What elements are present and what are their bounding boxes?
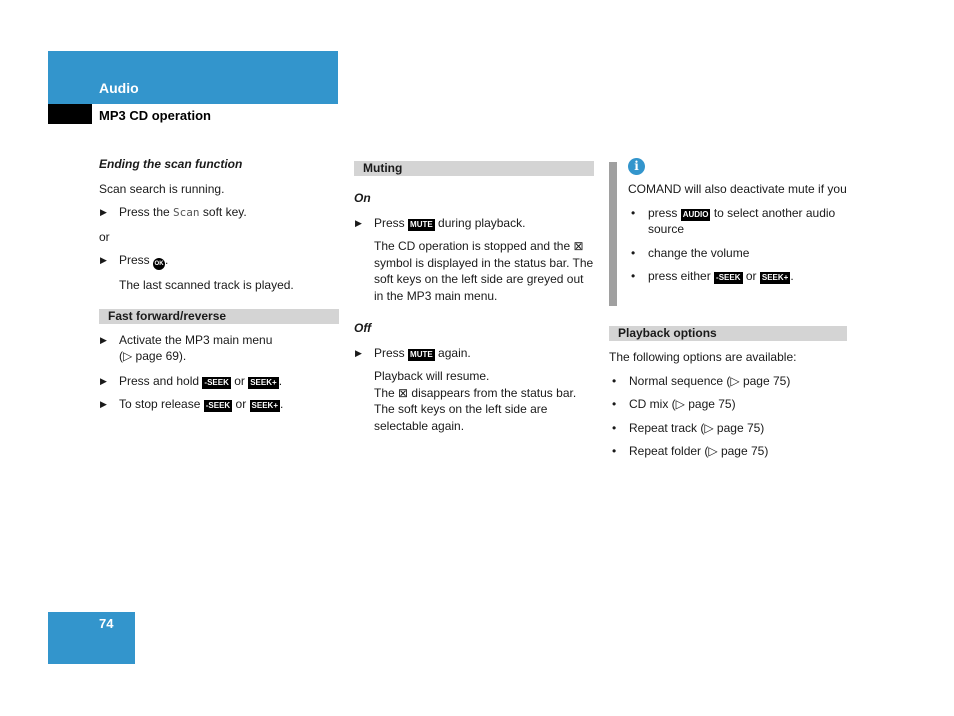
seek-plus-key: SEEK+ — [251, 401, 279, 410]
bullet-icon: • — [631, 269, 636, 283]
scan-step-1: ▶ Press the Scan soft key. — [100, 205, 247, 219]
seek-plus-key: SEEK+ — [250, 377, 277, 387]
list-item: • CD mix (▷ page 75) — [612, 397, 736, 411]
seek-minus-key: -SEEK — [204, 377, 229, 387]
on-step: ▶ Press MUTE during playback. — [355, 215, 526, 230]
audio-key: AUDIO — [682, 209, 709, 219]
info-bullet-1: • press AUDIO to select another audio source — [631, 205, 836, 236]
mute-key: MUTE — [410, 349, 433, 359]
scan-softkey: Scan — [173, 206, 200, 219]
subsection-title: MP3 CD operation — [99, 108, 211, 123]
ff-step-2: ▶ Press and hold -SEEK or SEEK+ . — [100, 373, 283, 388]
column-left — [99, 156, 339, 420]
seek-plus-key: SEEK+ — [761, 273, 789, 282]
info-bullet-2: • change the volume — [631, 245, 750, 260]
info-icon: i — [628, 158, 645, 175]
bullet-icon: • — [612, 397, 617, 411]
on-heading: On — [354, 191, 371, 205]
info-rule — [609, 162, 617, 306]
info-text: COMAND will also deactivate mute if you — [628, 182, 847, 196]
playback-intro: The following options are available: — [609, 350, 797, 364]
section-title: Audio — [99, 80, 139, 96]
bullet-icon: • — [612, 420, 617, 435]
page-number-box — [48, 612, 135, 664]
on-result-text: The CD operation is stopped and the ⊠ symbol is displayed in the status bar. The soft keys on the left side are greyed out in the MP3 main menu. — [374, 239, 594, 303]
fast-forward-bar: Fast forward/reverse — [99, 309, 339, 324]
list-item: • Repeat folder (▷ page 75) — [612, 444, 769, 458]
step-arrow-icon: ▶ — [100, 399, 107, 409]
ff-step-3: ▶ To stop release -SEEK or SEEK+ . — [100, 397, 284, 411]
step-arrow-icon: ▶ — [355, 217, 362, 228]
off-step: ▶ Press MUTE again. — [355, 345, 471, 360]
section-marker — [48, 104, 92, 124]
step-arrow-icon: ▶ — [100, 334, 107, 345]
step-arrow-icon: ▶ — [100, 255, 107, 265]
step-arrow-icon: ▶ — [100, 207, 107, 217]
bullet-icon: • — [631, 245, 636, 260]
list-item: • Repeat track (▷ page 75) — [612, 420, 765, 435]
seek-minus-key: -SEEK — [205, 401, 231, 410]
page-number: 74 — [99, 616, 114, 631]
muting-bar: Muting — [354, 161, 594, 176]
bullet-icon: • — [612, 444, 617, 458]
ok-button-icon: OK — [153, 258, 165, 270]
list-item: • Normal sequence (▷ page 75) — [612, 373, 791, 388]
seek-minus-key: -SEEK — [716, 273, 741, 282]
scan-running-text: Scan search is running. — [99, 181, 225, 196]
scan-result-text: The last scanned track is played. — [119, 278, 294, 292]
scan-heading: Ending the scan function — [99, 157, 243, 171]
column-middle — [354, 161, 594, 441]
bullet-icon: • — [612, 373, 617, 388]
ff-step-1: ▶ Activate the MP3 main menu (▷ page 69). — [100, 332, 273, 363]
playback-options-bar: Playback options — [609, 326, 847, 341]
mute-key: MUTE — [410, 219, 433, 229]
off-heading: Off — [354, 321, 372, 335]
scan-step-2: ▶ Press OK . — [99, 252, 339, 270]
or-text: or — [99, 229, 110, 244]
info-bullet-3: • press either -SEEK or SEEK+ . — [631, 269, 794, 283]
bullet-icon: • — [631, 205, 636, 220]
playback-section — [609, 326, 847, 467]
off-result: Playback will resume. The ⊠ disappears from the status bar. The soft keys on the left side are selectable again. — [374, 369, 577, 433]
info-box — [628, 158, 850, 292]
header-banner — [48, 51, 338, 104]
step-arrow-icon: ▶ — [100, 375, 107, 386]
step-arrow-icon: ▶ — [355, 347, 362, 358]
